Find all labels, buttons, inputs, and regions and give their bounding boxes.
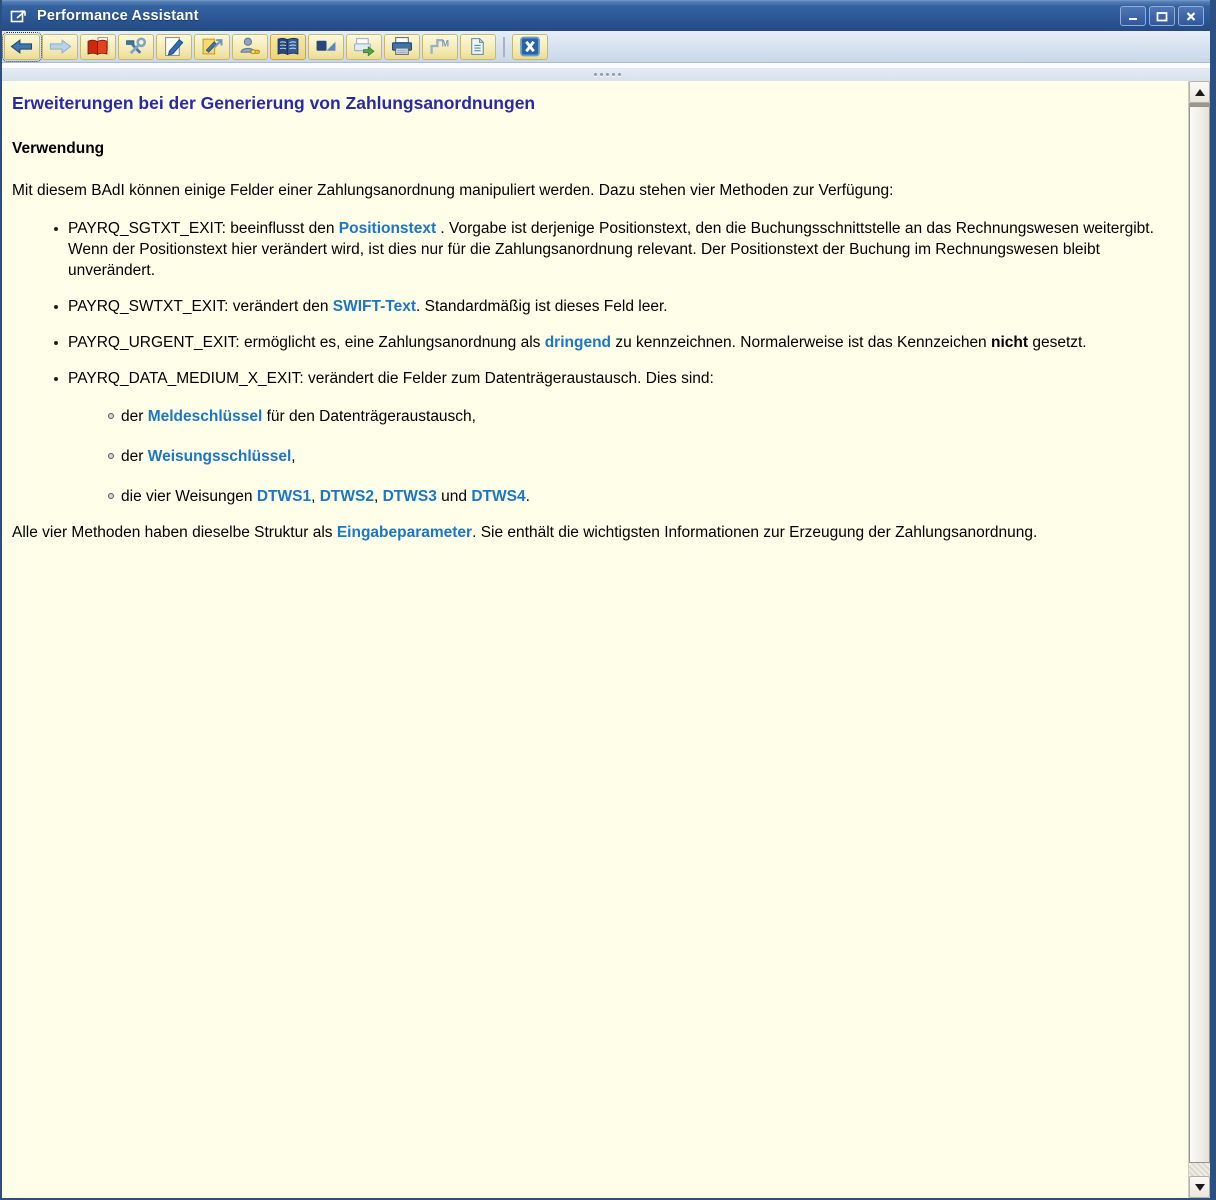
doc-link[interactable]: dringend <box>544 334 612 351</box>
sub-bullet-item <box>68 486 1173 507</box>
forward-arrow-icon <box>47 37 73 56</box>
sub-bullet-marker <box>108 486 121 507</box>
forward-button[interactable] <box>42 34 78 60</box>
scroll-down-button[interactable] <box>1189 1176 1210 1198</box>
splitter-drag-handle[interactable] <box>594 73 621 76</box>
bullet-text <box>68 332 1173 353</box>
bullet-text <box>68 296 1173 317</box>
close-icon <box>1184 11 1198 22</box>
dialog-window-icon <box>10 8 30 24</box>
text-run: die vier Weisungen <box>121 488 257 505</box>
text-run: . Vorgabe ist derjenige Positionstext, den die Buchungsschnittstelle an das Rechnungswesen weitergibt. Wenn der Positionstext hier verändert wird, ist dies nur für die Zahlungsanordnung relevant. Der Positionstext der Buchung im Rechnungswesen bleibt unverändert. <box>68 220 1154 279</box>
bullet-item <box>12 296 1180 317</box>
sub-bullet-item <box>68 446 1173 467</box>
doc-link[interactable]: Positionstext <box>338 220 437 237</box>
text-run: PAYRQ_DATA_MEDIUM_X_EXIT: verändert die Felder zum Datenträgeraustausch. Dies sind: <box>68 370 714 387</box>
blue-x-icon <box>517 36 543 57</box>
doc-link[interactable]: SWIFT-Text <box>332 298 416 315</box>
text-run: , <box>373 488 383 505</box>
bullet-item <box>12 218 1180 281</box>
text-run: zu kennzeichnen. Normalerweise ist das Kennzeichen <box>611 334 991 351</box>
back-button[interactable] <box>4 34 40 60</box>
toolbar-separator <box>503 37 505 57</box>
page-title: Erweiterungen bei der Generierung von Zahlungsanordnungen <box>12 93 536 113</box>
bullet-text <box>68 218 1173 281</box>
open-book-icon <box>275 36 301 57</box>
sub-bullet-marker <box>108 446 121 467</box>
sub-bullet-list <box>68 406 1173 507</box>
doc-link[interactable]: DTWS2 <box>319 488 374 505</box>
printer-green-arrow-icon <box>351 36 377 57</box>
scrollbar-thumb[interactable] <box>1189 106 1210 1163</box>
bullet-marker <box>54 368 68 507</box>
minimize-icon <box>1126 11 1140 21</box>
red-book-icon <box>85 36 111 57</box>
copy-pages-icon <box>465 36 491 57</box>
minimize-button[interactable] <box>1120 6 1146 26</box>
doc-link[interactable]: DTWS1 <box>256 488 312 505</box>
text-run: . Sie enthält die wichtigsten Informationen zur Erzeugung der Zahlungsanordnung. <box>472 524 1038 541</box>
method-list <box>12 218 1180 507</box>
link-button[interactable] <box>422 34 458 60</box>
text-run: gesetzt. <box>1028 334 1087 351</box>
text-run: der <box>121 408 148 425</box>
document-pencil-arrow-icon <box>199 36 225 57</box>
maximize-button[interactable] <box>1149 6 1175 26</box>
sub-bullet-marker <box>108 406 121 427</box>
display-document-button[interactable] <box>270 34 306 60</box>
legend-button[interactable] <box>308 34 344 60</box>
text-run: . Standardmäßig ist dieses Feld leer. <box>416 298 668 315</box>
sub-bullet-text <box>121 486 530 507</box>
link-m-icon <box>427 36 453 57</box>
edit-text-button[interactable] <box>156 34 192 60</box>
text-run: der <box>121 448 148 465</box>
user-key-icon <box>237 36 263 57</box>
extended-help-button[interactable] <box>194 34 230 60</box>
text-run: für den Datenträgeraustausch, <box>262 408 476 425</box>
help-document <box>2 81 1189 1198</box>
title-bar[interactable] <box>2 0 1210 31</box>
doc-link[interactable]: Eingabeparameter <box>336 524 473 541</box>
closing-paragraph <box>12 522 1180 543</box>
bullet-item <box>12 332 1180 353</box>
bullet-item <box>12 368 1180 507</box>
text-run: und <box>436 488 472 505</box>
text-run: , <box>291 448 296 465</box>
legend-shapes-icon <box>313 36 339 57</box>
maximize-icon <box>1155 11 1169 22</box>
scroll-up-button[interactable] <box>1189 81 1210 103</box>
scroll-up-icon <box>1195 89 1205 96</box>
sub-bullet-text <box>121 406 476 427</box>
scrollbar-track[interactable] <box>1189 103 1210 1176</box>
sub-bullet-item <box>68 406 1173 427</box>
text-run: PAYRQ_SGTXT_EXIT: beeinflusst den <box>68 220 339 237</box>
printer-icon <box>389 36 415 57</box>
edit-document-icon <box>161 36 187 57</box>
toolbar <box>2 31 1210 63</box>
authorizations-button[interactable] <box>232 34 268 60</box>
text-run: PAYRQ_URGENT_EXIT: ermöglicht es, eine Zahlungsanordnung als <box>68 334 545 351</box>
svg-text:M: M <box>441 38 449 49</box>
doc-link[interactable]: Meldeschlüssel <box>147 408 263 425</box>
vertical-scrollbar <box>1189 81 1210 1198</box>
print-button[interactable] <box>384 34 420 60</box>
close-assistant-button[interactable] <box>512 34 548 60</box>
window-title: Performance Assistant <box>37 8 199 24</box>
scrollbar-track-bottom <box>1189 1163 1210 1176</box>
text-run: , <box>311 488 320 505</box>
text-run: . <box>525 488 530 505</box>
text-run: PAYRQ_SWTXT_EXIT: verändert den <box>68 298 333 315</box>
export-button[interactable] <box>346 34 382 60</box>
section-heading: Verwendung <box>12 140 105 157</box>
bullet-marker <box>54 218 68 281</box>
glossary-button[interactable] <box>80 34 116 60</box>
sub-bullet-text <box>121 446 296 467</box>
back-arrow-icon <box>9 37 35 56</box>
close-window-button[interactable] <box>1178 6 1204 26</box>
doc-link[interactable]: DTWS3 <box>382 488 437 505</box>
technical-info-button[interactable] <box>118 34 154 60</box>
bullet-marker <box>54 332 68 353</box>
doc-link[interactable]: DTWS4 <box>471 488 526 505</box>
bold-text: nicht <box>991 334 1029 351</box>
bullet-text <box>68 368 1173 507</box>
hammer-wrench-icon <box>123 36 149 57</box>
bullet-marker <box>54 296 68 317</box>
copy-text-button[interactable] <box>460 34 496 60</box>
splitter-bar[interactable] <box>2 69 1210 81</box>
text-run: Alle vier Methoden haben dieselbe Struktur als <box>12 524 337 541</box>
scroll-down-icon <box>1195 1184 1205 1191</box>
intro-paragraph: Mit diesem BAdI können einige Felder einer Zahlungsanordnung manipuliert werden. Dazu stehen vier Methoden zur Verfügung: <box>12 182 894 199</box>
doc-link[interactable]: Weisungsschlüssel <box>147 448 292 465</box>
window-controls <box>1120 6 1204 26</box>
